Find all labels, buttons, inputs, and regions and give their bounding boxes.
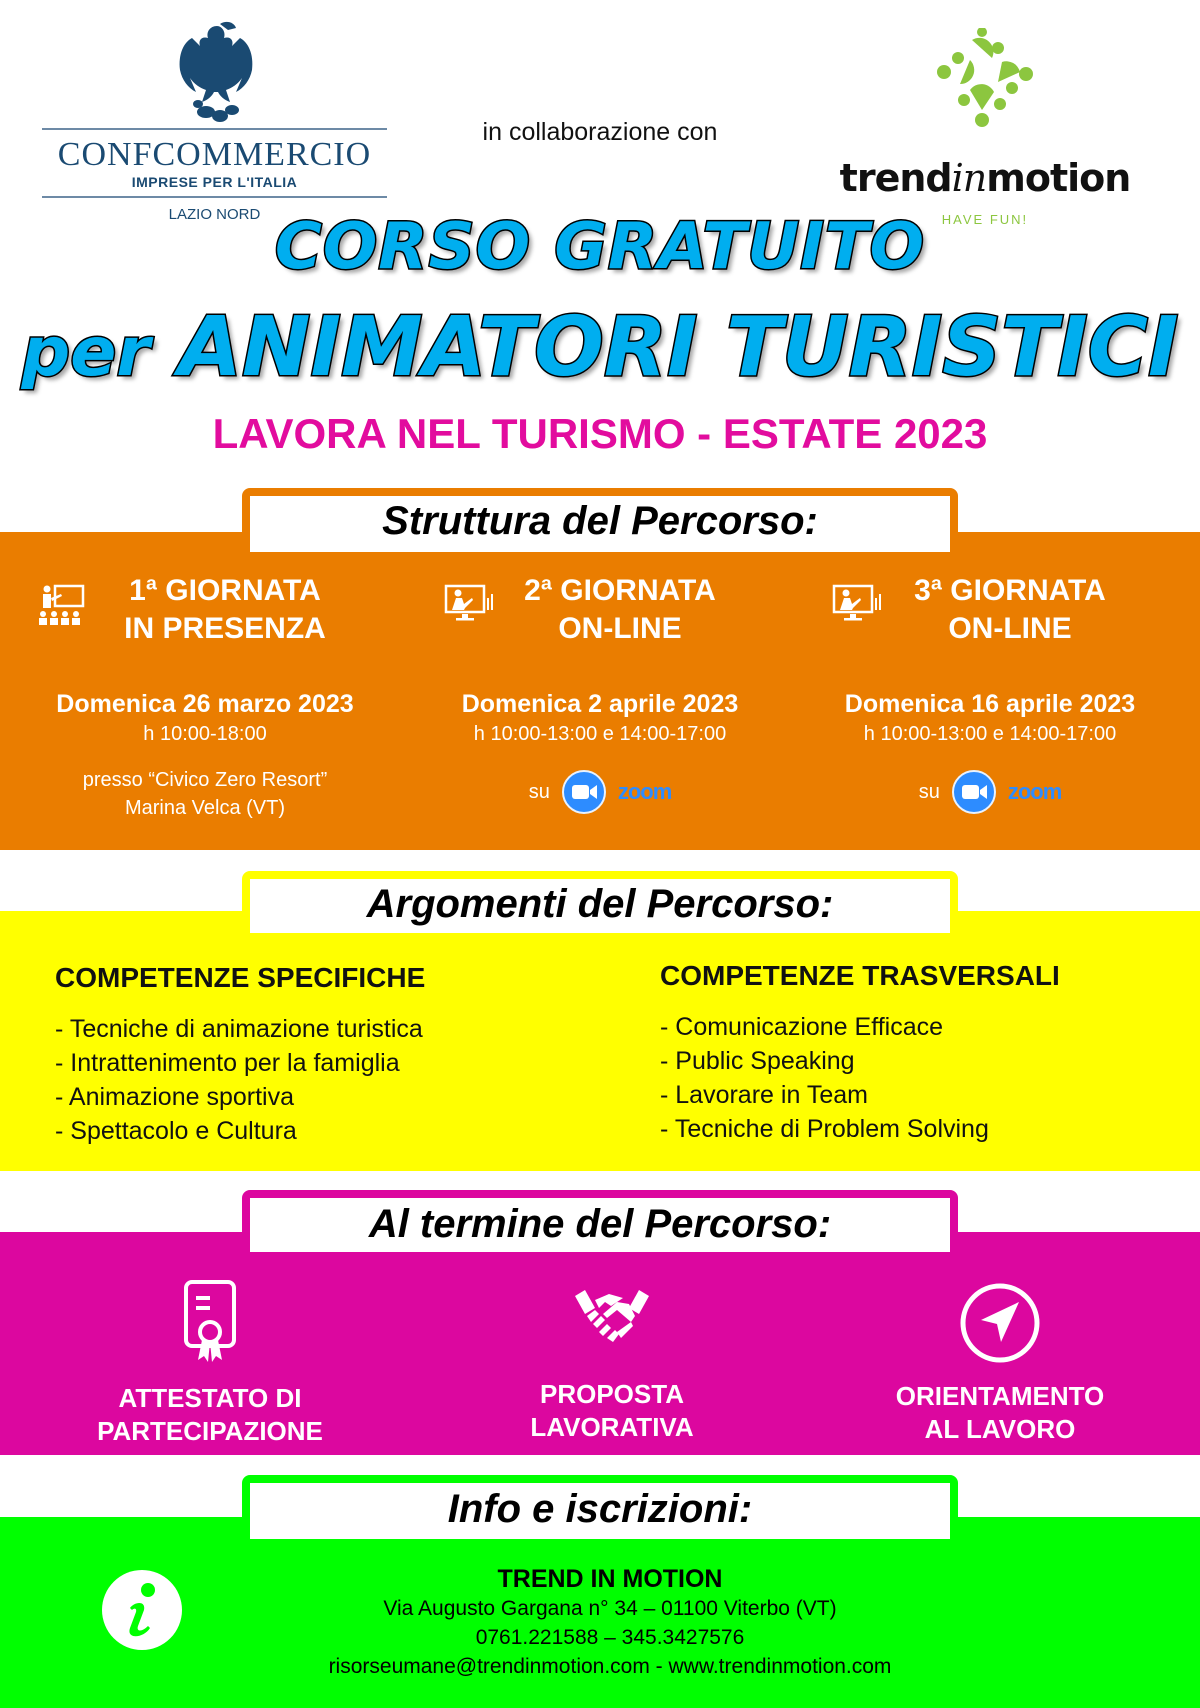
list-item: - Public Speaking (660, 1047, 855, 1075)
day-hours: h 10:00-13:00 e 14:00-17:00 (473, 723, 727, 745)
argomenti-heading-tab (242, 871, 958, 926)
info-heading-tab (242, 1475, 958, 1531)
collaboration-text: in collaborazione con (482, 118, 718, 146)
benefit-label: ORIENTAMENTO AL LAVORO (895, 1381, 1105, 1444)
day-date: Domenica 26 marzo 2023 (56, 690, 354, 718)
column-title: COMPETENZE TRASVERSALI (660, 960, 1060, 991)
zoom-camera-icon (952, 770, 996, 814)
day-title: 2ª GIORNATA ON-LINE (524, 574, 716, 645)
list-item: - Intrattenimento per la famiglia (55, 1049, 400, 1077)
main-title-line2: per ANIMATORI TURISTICI (21, 300, 1179, 395)
list-item: - Lavorare in Team (660, 1081, 868, 1109)
argomenti-heading: Argomenti del Percorso: (250, 879, 950, 933)
confcommercio-tagline: IMPRESE PER L'ITALIA (131, 174, 298, 190)
list-item: - Animazione sportiva (55, 1083, 295, 1111)
info-icon (100, 1568, 184, 1652)
zoom-platform: su zoom (410, 770, 790, 814)
competenze-specifiche (55, 962, 425, 1148)
day-card-2 (410, 572, 790, 814)
struttura-heading-tab (242, 488, 958, 543)
online-presentation-icon (832, 584, 882, 628)
trendinmotion-logo (830, 28, 1140, 227)
trendinmotion-name: trendinmotion (839, 156, 1131, 200)
day-hours: h 10:00-18:00 (143, 723, 267, 745)
benefit-orientation (850, 1282, 1150, 1446)
divider (42, 128, 387, 130)
info-heading: Info e iscrizioni: (250, 1483, 950, 1539)
zoom-camera-icon (562, 770, 606, 814)
address: Via Augusto Gargana n° 34 – 01100 Viterbo (VT) (383, 1597, 837, 1620)
day-date: Domenica 2 aprile 2023 (461, 690, 739, 718)
email-website[interactable]: risorseumane@trendinmotion.com - www.trendinmotion.com (328, 1655, 892, 1678)
day-card-3 (800, 572, 1180, 814)
day-date: Domenica 16 aprile 2023 (844, 690, 1136, 718)
certificate-icon (180, 1280, 240, 1366)
benefit-job-offer (462, 1280, 762, 1444)
benefit-certificate (60, 1280, 360, 1448)
main-title: CORSO GRATUITO (274, 210, 926, 284)
struttura-heading: Struttura del Percorso: (250, 496, 950, 552)
list-item: - Tecniche di animazione turistica (55, 1015, 423, 1043)
day-location: presso “Civico Zero Resort” Marina Velca (VT) (82, 769, 328, 819)
divider (42, 196, 387, 198)
confcommercio-region: LAZIO NORD (168, 206, 261, 223)
subtitle: LAVORA NEL TURISMO - ESTATE 2023 (212, 410, 988, 457)
competenze-trasversali (660, 960, 1060, 1146)
classroom-presentation-icon (37, 584, 87, 628)
day-title: 1ª GIORNATA IN PRESENZA (124, 574, 326, 645)
confcommercio-logo (42, 18, 387, 223)
day-hours: h 10:00-13:00 e 14:00-17:00 (863, 723, 1117, 745)
day-card-1 (15, 572, 395, 822)
confcommercio-name: CONFCOMMERCIO (57, 136, 372, 173)
trendinmotion-mark-icon (930, 28, 1040, 128)
compass-navigation-icon (959, 1282, 1041, 1364)
organization-name: TREND IN MOTION (497, 1565, 723, 1593)
zoom-platform: su zoom (800, 770, 1180, 814)
online-presentation-icon (444, 584, 494, 628)
list-item: - Spettacolo e Cultura (55, 1117, 297, 1145)
list-item: - Tecniche di Problem Solving (660, 1115, 989, 1143)
termine-heading: Al termine del Percorso: (250, 1198, 950, 1252)
termine-heading-tab (242, 1190, 958, 1246)
phone-numbers: 0761.221588 – 345.3427576 (475, 1626, 745, 1649)
benefit-label: PROPOSTA LAVORATIVA (530, 1379, 694, 1442)
list-item: - Comunicazione Efficace (660, 1013, 944, 1041)
column-title: COMPETENZE SPECIFICHE (55, 962, 426, 993)
contact-info (240, 1565, 980, 1681)
handshake-icon (573, 1280, 651, 1358)
eagle-emblem-icon (162, 18, 272, 126)
benefit-label: ATTESTATO DI PARTECIPAZIONE (97, 1383, 323, 1446)
trendinmotion-tagline: HAVE FUN! (941, 212, 1029, 227)
day-title: 3ª GIORNATA ON-LINE (914, 574, 1106, 645)
